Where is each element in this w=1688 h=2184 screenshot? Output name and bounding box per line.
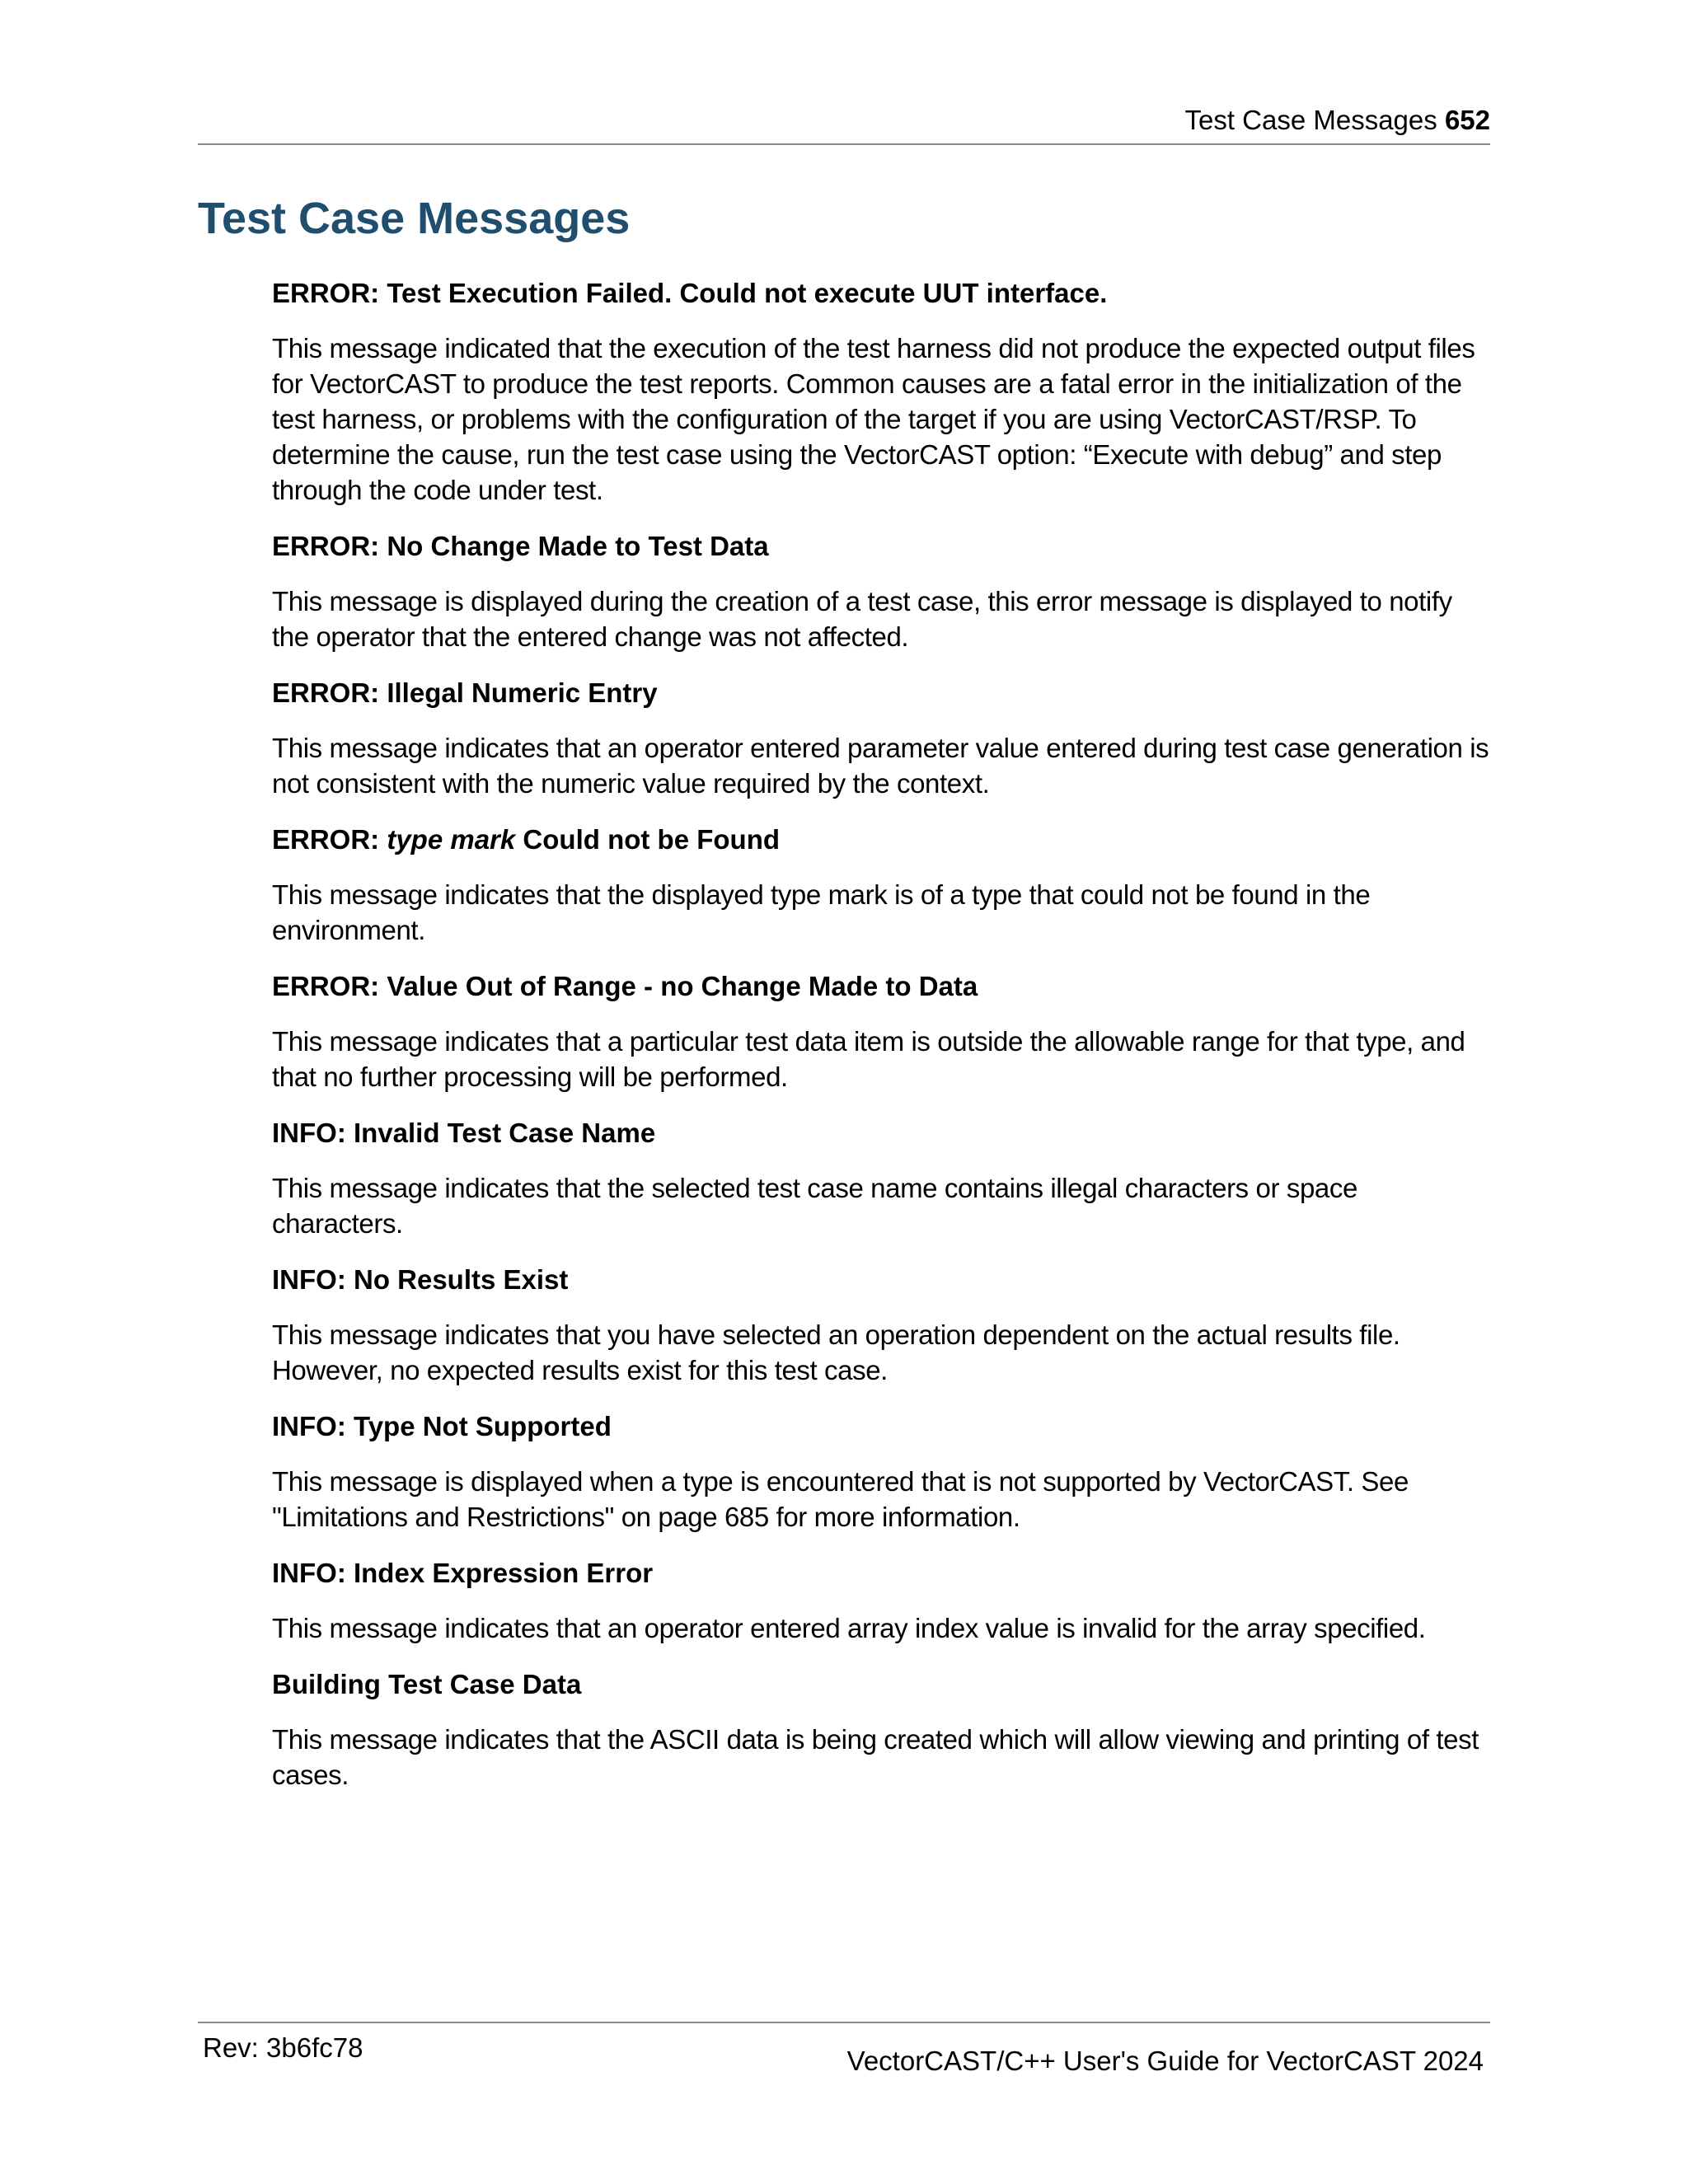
message-heading: INFO: Invalid Test Case Name bbox=[272, 1118, 656, 1148]
message-description: This message indicates that you have selected an operation dependent on the actual results file. However, no expected results exist for this test case. bbox=[272, 1319, 1400, 1385]
message-entry bbox=[272, 969, 1492, 1094]
message-description: This message indicates that the displayed type mark is of a type that could not be found in the environment. bbox=[272, 879, 1371, 945]
message-heading: ERROR: Test Execution Failed. Could not execute UUT interface. bbox=[272, 278, 1108, 308]
message-entry bbox=[272, 1116, 1492, 1241]
heading-prefix: ERROR: bbox=[272, 824, 387, 855]
message-entry bbox=[272, 1556, 1492, 1646]
message-heading: ERROR: Illegal Numeric Entry bbox=[272, 677, 658, 708]
message-entry bbox=[272, 823, 1492, 948]
message-description: This message is displayed during the creation of a test case, this error message is displayed to notify the operator that the entered change was not affected. bbox=[272, 586, 1452, 652]
message-entry bbox=[272, 1263, 1492, 1388]
message-description: This message indicates that the ASCII data is being created which will allow viewing and printing of test cases. bbox=[272, 1724, 1479, 1790]
message-entry bbox=[272, 276, 1492, 508]
page-footer bbox=[198, 2022, 1490, 2076]
message-heading: ERROR: Value Out of Range - no Change Made to Data bbox=[272, 971, 978, 1001]
message-description: This message indicates that an operator entered array index value is invalid for the array specified. bbox=[272, 1613, 1426, 1643]
message-list bbox=[272, 276, 1492, 1814]
header-section-title: Test Case Messages bbox=[1184, 105, 1445, 135]
message-heading: INFO: Type Not Supported bbox=[272, 1411, 612, 1441]
message-description: This message indicates that a particular test data item is outside the allowable range for that type, and that no further processing will be performed. bbox=[272, 1026, 1465, 1092]
message-entry bbox=[272, 529, 1492, 654]
page-title: Test Case Messages bbox=[198, 194, 631, 243]
message-description: This message indicates that the selected test case name contains illegal characters or space characters. bbox=[272, 1173, 1357, 1239]
page-header bbox=[198, 104, 1490, 145]
message-entry bbox=[272, 1667, 1492, 1793]
message-description: This message indicated that the execution of the test harness did not produce the expected output files for VectorCAST to produce the test reports. Common causes are a fatal error in the initialization of the test harness, or problems with the configuration of the target if you are using VectorCAST/RSP. To determine the cause, run the test case using the VectorCAST option: “Execute with debug” and step through the code under test. bbox=[272, 333, 1475, 505]
footer-revision: Rev: 3b6fc78 bbox=[203, 2032, 363, 2063]
message-entry bbox=[272, 1409, 1492, 1535]
header-page-number: 652 bbox=[1444, 105, 1490, 135]
heading-suffix: Could not be Found bbox=[515, 824, 781, 855]
message-heading: INFO: Index Expression Error bbox=[272, 1558, 654, 1588]
heading-term: type mark bbox=[387, 824, 516, 855]
message-entry bbox=[272, 676, 1492, 801]
message-heading: ERROR: No Change Made to Test Data bbox=[272, 531, 769, 561]
message-description: This message is displayed when a type is encountered that is not supported by VectorCAST. See "Limitations and Restrictions" on page 685 for more information. bbox=[272, 1466, 1409, 1532]
message-heading: INFO: No Results Exist bbox=[272, 1264, 569, 1295]
message-heading: Building Test Case Data bbox=[272, 1669, 582, 1699]
footer-guide-title: VectorCAST/C++ User's Guide for VectorCAST 2024 bbox=[846, 2046, 1484, 2076]
message-description: This message indicates that an operator entered parameter value entered during test case generation is not consistent with the numeric value required by the context. bbox=[272, 733, 1489, 799]
message-heading bbox=[272, 823, 1492, 857]
